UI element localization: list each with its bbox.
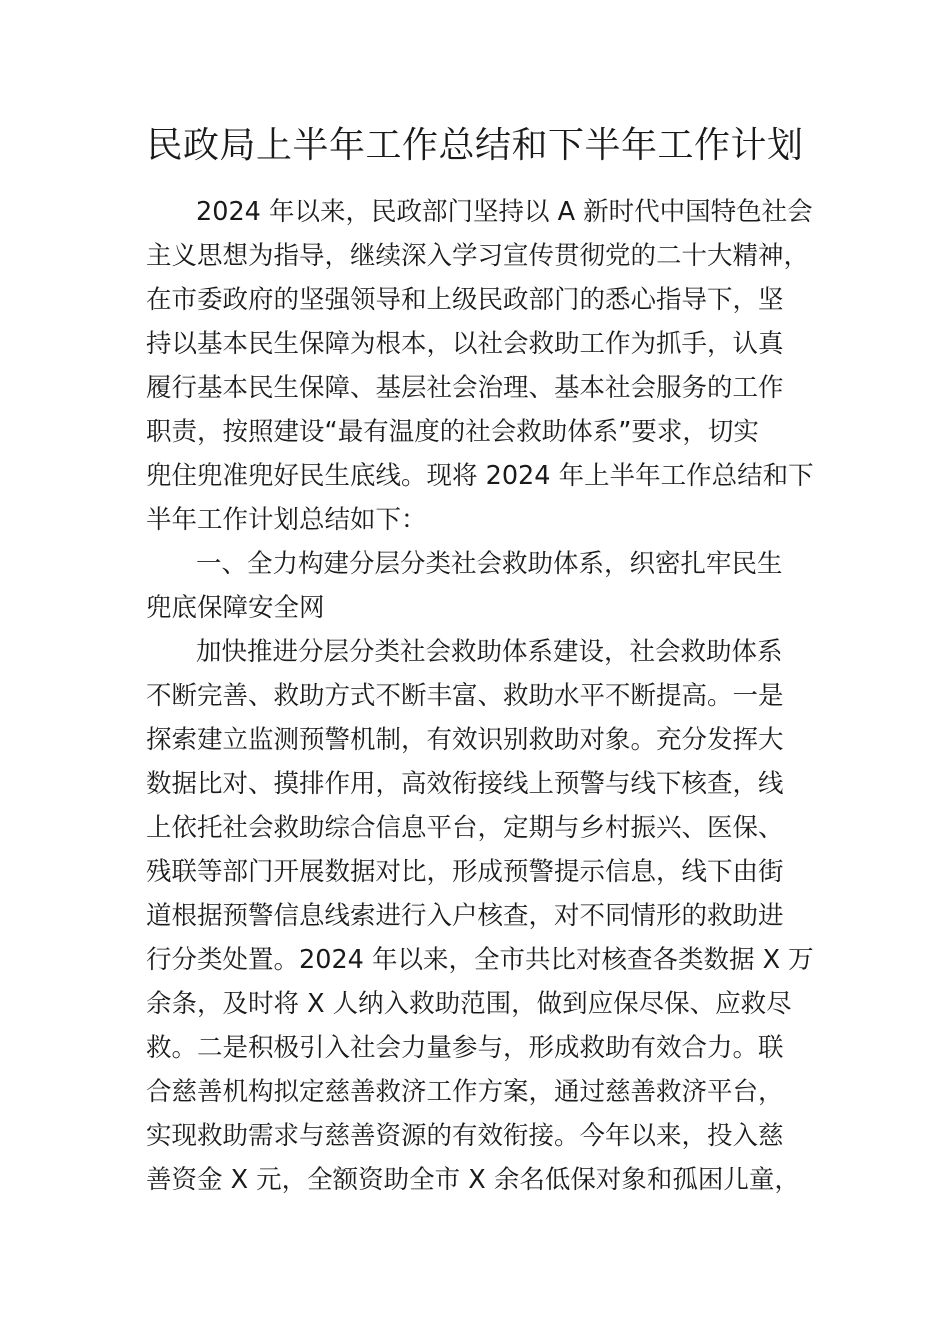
intro-line-8: 半年工作计划总结如下： — [146, 505, 427, 535]
intro-line-1: 2024 年以来，民政部门坚持以 A 新时代中国特色社会 — [196, 197, 813, 227]
section-1-line-11: 合慈善机构拟定慈善救济工作方案，通过慈善救济平台， — [146, 1077, 784, 1107]
intro-line-2: 主义思想为指导，继续深入学习宣传贯彻党的二十大精神， — [146, 241, 810, 271]
section-1-line-13: 善资金 X 元，全额资助全市 X 余名低保对象和孤困儿童， — [146, 1165, 800, 1195]
section-1-line-1: 加快推进分层分类社会救助体系建设，社会救助体系 — [196, 637, 783, 667]
intro-line-3: 在市委政府的坚强领导和上级民政部门的悉心指导下，坚 — [146, 285, 784, 315]
intro-line-6: 职责，按照建设“最有温度的社会救助体系”要求，切实 — [146, 417, 759, 447]
document-title: 民政局上半年工作总结和下半年工作计划 — [146, 125, 804, 166]
section-1-line-12: 实现救助需求与慈善资源的有效衔接。今年以来，投入慈 — [146, 1121, 784, 1151]
intro-line-4: 持以基本民生保障为根本，以社会救助工作为抓手，认真 — [146, 329, 784, 359]
section-1-line-9: 余条，及时将 X 人纳入救助范围，做到应保尽保、应救尽 — [146, 989, 792, 1019]
section-heading-line-2: 兜底保障安全网 — [146, 593, 325, 623]
section-1-line-10: 救。二是积极引入社会力量参与，形成救助有效合力。联 — [146, 1033, 784, 1063]
section-1-line-6: 残联等部门开展数据对比，形成预警提示信息，线下由街 — [146, 857, 784, 887]
intro-line-5: 履行基本民生保障、基层社会治理、基本社会服务的工作 — [146, 373, 784, 403]
section-1-line-2: 不断完善、救助方式不断丰富、救助水平不断提高。一是 — [146, 681, 784, 711]
section-heading-line-1: 一、全力构建分层分类社会救助体系，织密扎牢民生 — [196, 549, 783, 579]
section-1-line-5: 上依托社会救助综合信息平台，定期与乡村振兴、医保、 — [146, 813, 784, 843]
section-1-line-7: 道根据预警信息线索进行入户核查，对不同情形的救助进 — [146, 901, 784, 931]
section-1-line-3: 探索建立监测预警机制，有效识别救助对象。充分发挥大 — [146, 725, 784, 755]
section-1-line-4: 数据比对、摸排作用，高效衔接线上预警与线下核查，线 — [146, 769, 784, 799]
document-body — [146, 190, 814, 1202]
section-1-line-8: 行分类处置。2024 年以来，全市共比对核查各类数据 X 万 — [146, 945, 814, 975]
intro-line-7: 兜住兜准兜好民生底线。现将 2024 年上半年工作总结和下 — [146, 461, 814, 491]
